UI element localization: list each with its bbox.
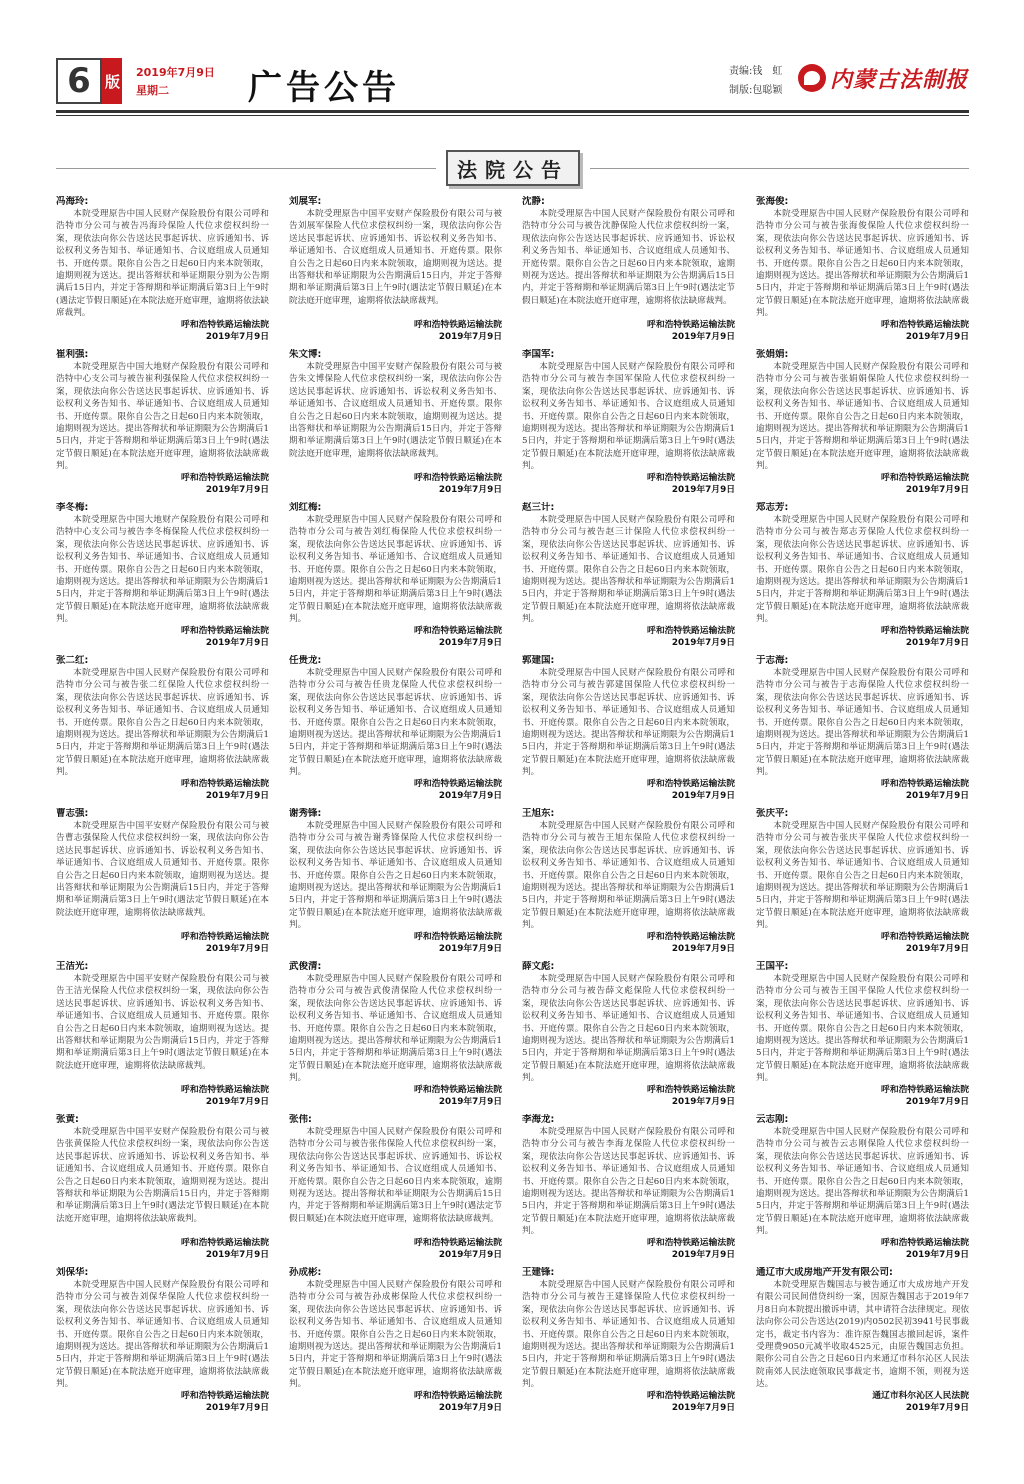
court-notice bbox=[756, 808, 969, 953]
notice-body: 本院受理原告中国人民财产保险股份有限公司呼和浩特市分公司与被告郭建国保险人代位求偿权纠纷一案，现依法向你公告送达民事起诉状、应诉通知书、诉讼权利义务告知书、举证通知书、合议庭组成人员通知书、开庭传票。限你自公告之日起60日内来本院领取，逾期则视为送达。提出答辩状和举证期限为公告期满后15日内，并定于答辩期和举证期满后第3日上午9时(遇法定节假日顺延)在本院法庭开庭审理，逾期将依法缺席裁判。 bbox=[522, 668, 735, 778]
section-title: 广告公告 bbox=[248, 68, 400, 108]
issuing-court: 呼和浩特铁路运输法院 bbox=[881, 473, 969, 483]
defendant-name: 刘展军: bbox=[289, 196, 322, 207]
issuing-court: 呼和浩特铁路运输法院 bbox=[647, 779, 735, 789]
notice-body: 本院受理原告中国人民财产保险股份有限公司呼和浩特市分公司与被告沈静保险人代位求偿权纠纷一案，现依法向你公告送达民事起诉状、应诉通知书、诉讼权利义务告知书、举证通知书、合议庭组成人员通知书、开庭传票。限你自公告之日起60日内来本院领取，逾期则视为送达。提出答辩状和举证期限为公告期满后15日内，并定于答辩期和举证期满后第3日上午9时(遇法定节假日顺延)在本院法庭开庭审理，逾期将依法缺席裁判。 bbox=[522, 209, 735, 306]
court-notice bbox=[522, 1114, 735, 1259]
notice-date: 2019年7月9日 bbox=[438, 1250, 502, 1259]
court-notice bbox=[522, 655, 735, 800]
defendant-name: 郑志芳: bbox=[756, 502, 789, 513]
notice-date: 2019年7月9日 bbox=[205, 944, 269, 953]
defendant-name: 李国军: bbox=[522, 349, 555, 360]
court-notice bbox=[56, 349, 269, 494]
notice-date: 2019年7月9日 bbox=[438, 791, 502, 800]
notice-date: 2019年7月9日 bbox=[438, 332, 502, 341]
notice-column-2 bbox=[289, 196, 502, 1436]
editor-credits bbox=[729, 62, 782, 100]
issuing-court: 呼和浩特铁路运输法院 bbox=[414, 1238, 502, 1248]
banner-line-left bbox=[56, 168, 436, 169]
notice-body: 本院受理原告中国平安财产保险股份有限公司与被告朱文博保险人代位求偿权纠纷一案，现依法向你公告送达民事起诉状、应诉通知书、诉讼权利义务告知书、举证通知书、合议庭组成人员通知书、开庭传票。限你自公告之日起60日内来本院领取，逾期则视为送达。提出答辩状和举证期限为公告期满后15日内，并定于答辩期和举证期满后第3日上午9时(遇法定节假日顺延)在本院法庭开庭审理，逾期将依法缺席裁判。 bbox=[289, 362, 502, 459]
notice-body: 本院受理原告中国人民财产保险股份有限公司呼和浩特市分公司与被告李海龙保险人代位求偿权纠纷一案，现依法向你公告送达民事起诉状、应诉通知书、诉讼权利义务告知书、举证通知书、合议庭组成人员通知书、开庭传票。限你自公告之日起60日内来本院领取，逾期则视为送达。提出答辩状和举证期限为公告期满后15日内，并定于答辩期和举证期满后第3日上午9时(遇法定节假日顺延)在本院法庭开庭审理，逾期将依法缺席裁判。 bbox=[522, 1127, 735, 1237]
defendant-name: 赵三计: bbox=[522, 502, 555, 513]
notice-date: 2019年7月9日 bbox=[905, 791, 969, 800]
court-notice bbox=[289, 349, 502, 494]
issuing-court: 呼和浩特铁路运输法院 bbox=[181, 320, 269, 330]
issue-date: 2019年7月9日 bbox=[136, 66, 215, 79]
notice-date: 2019年7月9日 bbox=[671, 791, 735, 800]
court-notice bbox=[289, 808, 502, 953]
notice-date: 2019年7月9日 bbox=[438, 1097, 502, 1106]
notice-date: 2019年7月9日 bbox=[205, 332, 269, 341]
notice-body: 本院受理原告中国人民财产保险股份有限公司呼和浩特市分公司与被告孙成彬保险人代位求偿权纠纷一案，现依法向你公告送达民事起诉状、应诉通知书、诉讼权利义务告知书、举证通知书、合议庭组成人员通知书、开庭传票。限你自公告之日起60日内来本院领取，逾期则视为送达。提出答辩状和举证期限为公告期满后15日内，并定于答辩期和举证期满后第3日上午9时(遇法定节假日顺延)在本院法庭开庭审理，逾期将依法缺席裁判。 bbox=[289, 1280, 502, 1390]
court-notice bbox=[756, 1267, 969, 1412]
court-notice bbox=[56, 1114, 269, 1259]
court-notice bbox=[522, 196, 735, 341]
defendant-name: 张二红: bbox=[56, 655, 89, 666]
issuing-court: 呼和浩特铁路运输法院 bbox=[647, 473, 735, 483]
court-notice bbox=[756, 502, 969, 647]
notice-date: 2019年7月9日 bbox=[905, 1403, 969, 1412]
page-number: 6 bbox=[56, 58, 102, 104]
issuing-court: 呼和浩特铁路运输法院 bbox=[414, 779, 502, 789]
notice-date: 2019年7月9日 bbox=[438, 638, 502, 647]
notice-date: 2019年7月9日 bbox=[905, 332, 969, 341]
notice-body: 本院受理原告中国人民财产保险股份有限公司呼和浩特市分公司与被告张娟娟保险人代位求偿权纠纷一案，现依法向你公告送达民事起诉状、应诉通知书、诉讼权利义务告知书、举证通知书、合议庭组成人员通知书、开庭传票。限你自公告之日起60日内来本院领取，逾期则视为送达。提出答辩状和举证期限为公告期满后15日内，并定于答辩期和举证期满后第3日上午9时(遇法定节假日顺延)在本院法庭开庭审理，逾期将依法缺席裁判。 bbox=[756, 362, 969, 472]
notice-date: 2019年7月9日 bbox=[905, 1097, 969, 1106]
notice-date: 2019年7月9日 bbox=[671, 944, 735, 953]
defendant-name: 云志刚: bbox=[756, 1114, 789, 1125]
notice-date: 2019年7月9日 bbox=[905, 1250, 969, 1259]
masthead-rule-thin bbox=[56, 115, 969, 116]
court-notice bbox=[56, 808, 269, 953]
defendant-name: 朱文博: bbox=[289, 349, 322, 360]
notice-date: 2019年7月9日 bbox=[205, 791, 269, 800]
notice-body: 本院受理原告中国人民财产保险股份有限公司呼和浩特市分公司与被告谢秀锋保险人代位求偿权纠纷一案，现依法向你公告送达民事起诉状、应诉通知书、诉讼权利义务告知书、举证通知书、合议庭组成人员通知书、开庭传票。限你自公告之日起60日内来本院领取，逾期则视为送达。提出答辩状和举证期限为公告期满后15日内，并定于答辩期和举证期满后第3日上午9时(遇法定节假日顺延)在本院法庭开庭审理，逾期将依法缺席裁判。 bbox=[289, 821, 502, 931]
producer-name: 制版:包聪颖 bbox=[729, 85, 783, 96]
court-notice bbox=[522, 349, 735, 494]
defendant-name: 李海龙: bbox=[522, 1114, 555, 1125]
issuing-court: 呼和浩特铁路运输法院 bbox=[414, 626, 502, 636]
notice-body: 本院受理原告中国人民财产保险股份有限公司呼和浩特市分公司与被告于志海保险人代位求偿权纠纷一案，现依法向你公告送达民事起诉状、应诉通知书、诉讼权利义务告知书、举证通知书、合议庭组成人员通知书、开庭传票。限你自公告之日起60日内来本院领取，逾期则视为送达。提出答辩状和举证期限为公告期满后15日内，并定于答辩期和举证期满后第3日上午9时(遇法定节假日顺延)在本院法庭开庭审理，逾期将依法缺席裁判。 bbox=[756, 668, 969, 778]
issuing-court: 呼和浩特铁路运输法院 bbox=[647, 1085, 735, 1095]
court-notice bbox=[289, 655, 502, 800]
notice-body: 本院受理原告中国人民财产保险股份有限公司呼和浩特市分公司与被告张海俊保险人代位求偿权纠纷一案，现依法向你公告送达民事起诉状、应诉通知书、诉讼权利义务告知书、举证通知书、合议庭组成人员通知书、开庭传票。限你自公告之日起60日内来本院领取，逾期则视为送达。提出答辩状和举证期限为公告期满后15日内，并定于答辩期和举证期满后第3日上午9时(遇法定节假日顺延)在本院法庭开庭审理，逾期将依法缺席裁判。 bbox=[756, 209, 969, 319]
issuing-court: 呼和浩特铁路运输法院 bbox=[414, 473, 502, 483]
defendant-name: 张伟: bbox=[289, 1114, 312, 1125]
issuing-court: 呼和浩特铁路运输法院 bbox=[881, 779, 969, 789]
logo-icon bbox=[798, 64, 826, 92]
banner-line-right bbox=[590, 168, 969, 169]
court-notice bbox=[522, 1267, 735, 1412]
court-notice bbox=[56, 961, 269, 1106]
issuing-court: 呼和浩特铁路运输法院 bbox=[414, 1391, 502, 1401]
defendant-name: 刘红梅: bbox=[289, 502, 322, 513]
issuing-court: 呼和浩特铁路运输法院 bbox=[881, 626, 969, 636]
issuing-court: 呼和浩特铁路运输法院 bbox=[881, 1238, 969, 1248]
notice-body: 本院受理原告魏国志与被告通辽市大成房地产开发有限公司民间借贷纠纷一案，因原告魏国志于2019年7月8日向本院提出撤诉申请，其申请符合法律规定。现依法向你公司公告送达(2019)内0502民初3941号民事裁定书，裁定书内容为：准许原告魏国志撤回起诉，案件受理费9050元减半收取4525元，由原告魏国志负担。限你公司自公告之日起60日内来通辽市科尔沁区人民法院南郊人民法庭领取民事裁定书，逾期不领，则视为送达。 bbox=[756, 1280, 969, 1390]
notice-body: 本院受理原告中国平安财产保险股份有限公司与被告曹志强保险人代位求偿权纠纷一案，现依法向你公告送达民事起诉状、应诉通知书、诉讼权利义务告知书、举证通知书、合议庭组成人员通知书、开庭传票。限你自公告之日起60日内来本院领取，逾期则视为送达。提出答辩状和举证期限为公告期满后15日内，并定于答辩期和举证期满后第3日上午9时(遇法定节假日顺延)在本院法庭开庭审理，逾期将依法缺席裁判。 bbox=[56, 821, 269, 918]
issuing-court: 呼和浩特铁路运输法院 bbox=[181, 1085, 269, 1095]
court-notice bbox=[289, 1114, 502, 1259]
issuing-court: 呼和浩特铁路运输法院 bbox=[181, 779, 269, 789]
court-notice bbox=[756, 961, 969, 1106]
court-notice bbox=[756, 655, 969, 800]
defendant-name: 王洁光: bbox=[56, 961, 89, 972]
issuing-court: 呼和浩特铁路运输法院 bbox=[181, 1238, 269, 1248]
defendant-name: 任贵龙: bbox=[289, 655, 322, 666]
court-notice bbox=[522, 808, 735, 953]
issuing-court: 呼和浩特铁路运输法院 bbox=[881, 1085, 969, 1095]
issue-date-block bbox=[136, 64, 215, 100]
defendant-name: 曹志强: bbox=[56, 808, 89, 819]
notice-body: 本院受理原告中国人民财产保险股份有限公司呼和浩特市分公司与被告任贵龙保险人代位求偿权纠纷一案，现依法向你公告送达民事起诉状、应诉通知书、诉讼权利义务告知书、举证通知书、合议庭组成人员通知书、开庭传票。限你自公告之日起60日内来本院领取，逾期则视为送达。提出答辩状和举证期限为公告期满后15日内，并定于答辩期和举证期满后第3日上午9时(遇法定节假日顺延)在本院法庭开庭审理，逾期将依法缺席裁判。 bbox=[289, 668, 502, 778]
notice-body: 本院受理原告中国平安财产保险股份有限公司与被告王洁光保险人代位求偿权纠纷一案，现依法向你公告送达民事起诉状、应诉通知书、诉讼权利义务告知书、举证通知书、合议庭组成人员通知书、开庭传票。限你自公告之日起60日内来本院领取，逾期则视为送达。提出答辩状和举证期限为公告期满后15日内，并定于答辩期和举证期满后第3日上午9时(遇法定节假日顺延)在本院法庭开庭审理，逾期将依法缺席裁判。 bbox=[56, 974, 269, 1071]
court-notice bbox=[56, 1267, 269, 1412]
defendant-name: 王国平: bbox=[756, 961, 789, 972]
issuing-court: 呼和浩特铁路运输法院 bbox=[181, 473, 269, 483]
notice-date: 2019年7月9日 bbox=[205, 1403, 269, 1412]
issuing-court: 呼和浩特铁路运输法院 bbox=[414, 1085, 502, 1095]
court-notice bbox=[756, 349, 969, 494]
issuing-court: 通辽市科尔沁区人民法院 bbox=[872, 1391, 969, 1401]
issuing-court: 呼和浩特铁路运输法院 bbox=[647, 320, 735, 330]
issuing-court: 呼和浩特铁路运输法院 bbox=[181, 626, 269, 636]
defendant-name: 崔利强: bbox=[56, 349, 89, 360]
notice-body: 本院受理原告中国人民财产保险股份有限公司呼和浩特市分公司与被告张庆平保险人代位求偿权纠纷一案，现依法向你公告送达民事起诉状、应诉通知书、诉讼权利义务告知书、举证通知书、合议庭组成人员通知书、开庭传票。限你自公告之日起60日内来本院领取，逾期则视为送达。提出答辩状和举证期限为公告期满后15日内，并定于答辩期和举证期满后第3日上午9时(遇法定节假日顺延)在本院法庭开庭审理，逾期将依法缺席裁判。 bbox=[756, 821, 969, 931]
notice-body: 本院受理原告中国大地财产保险股份有限公司呼和浩特中心支公司与被告李冬梅保险人代位求偿权纠纷一案，现依法向你公告送达民事起诉状、应诉通知书、诉讼权利义务告知书、举证通知书、合议庭组成人员通知书、开庭传票。限你自公告之日起60日内来本院领取，逾期则视为送达。提出答辩状和举证期限为公告期满后15日内，并定于答辩期和举证期满后第3日上午9时(遇法定节假日顺延)在本院法庭开庭审理，逾期将依法缺席裁判。 bbox=[56, 515, 269, 625]
notice-date: 2019年7月9日 bbox=[671, 1403, 735, 1412]
issuing-court: 呼和浩特铁路运输法院 bbox=[414, 320, 502, 330]
court-notice bbox=[289, 961, 502, 1106]
editor-name: 责编:钱 虹 bbox=[729, 66, 783, 77]
notice-date: 2019年7月9日 bbox=[205, 485, 269, 494]
defendant-name: 孙成彬: bbox=[289, 1267, 322, 1278]
notice-body: 本院受理原告中国人民财产保险股份有限公司呼和浩特市分公司与被告刘红梅保险人代位求偿权纠纷一案，现依法向你公告送达民事起诉状、应诉通知书、诉讼权利义务告知书、举证通知书、合议庭组成人员通知书、开庭传票。限你自公告之日起60日内来本院领取，逾期则视为送达。提出答辩状和举证期限为公告期满后15日内，并定于答辩期和举证期满后第3日上午9时(遇法定节假日顺延)在本院法庭开庭审理，逾期将依法缺席裁判。 bbox=[289, 515, 502, 625]
court-notice bbox=[289, 502, 502, 647]
court-notice bbox=[289, 196, 502, 341]
defendant-name: 郭建国: bbox=[522, 655, 555, 666]
defendant-name: 武俊清: bbox=[289, 961, 322, 972]
notice-body: 本院受理原告中国人民财产保险股份有限公司呼和浩特市分公司与被告张伟保险人代位求偿权纠纷一案，现依法向你公告送达民事起诉状、应诉通知书、诉讼权利义务告知书、举证通知书、合议庭组成人员通知书、开庭传票。限你自公告之日起60日内来本院领取，逾期则视为送达。提出答辩状和举证期限为公告期满后15日内，并定于答辩期和举证期满后第3日上午9时(遇法定节假日顺延)在本院法庭开庭审理，逾期将依法缺席裁判。 bbox=[289, 1127, 502, 1224]
court-notice bbox=[756, 1114, 969, 1259]
newspaper-name: 内蒙古法制报 bbox=[830, 66, 969, 93]
defendant-name: 于志海: bbox=[756, 655, 789, 666]
court-notice bbox=[522, 961, 735, 1106]
defendant-name: 张娟娟: bbox=[756, 349, 789, 360]
notice-date: 2019年7月9日 bbox=[905, 638, 969, 647]
notice-body: 本院受理原告中国大地财产保险股份有限公司呼和浩特中心支公司与被告崔利强保险人代位求偿权纠纷一案，现依法向你公告送达民事起诉状、应诉通知书、诉讼权利义务告知书、举证通知书、合议庭组成人员通知书、开庭传票。限你自公告之日起60日内来本院领取，逾期则视为送达。提出答辩状和举证期限为公告期满后15日内，并定于答辩期和举证期满后第3日上午9时(遇法定节假日顺延)在本院法庭开庭审理，逾期将依法缺席裁判。 bbox=[56, 362, 269, 472]
issuing-court: 呼和浩特铁路运输法院 bbox=[181, 1391, 269, 1401]
issuing-court: 呼和浩特铁路运输法院 bbox=[647, 626, 735, 636]
notice-body: 本院受理原告中国人民财产保险股份有限公司呼和浩特市分公司与被告冯海玲保险人代位求偿权纠纷一案，现依法向你公告送达民事起诉状、应诉通知书、诉讼权利义务告知书、举证通知书、合议庭组成人员通知书、开庭传票。限你自公告之日起60日内来本院领取，逾期则视为送达。提出答辩状和举证期限分别为公告期满后15日内，并定于答辩期和举证期满后第3日上午9时(遇法定节假日顺延)在本院法庭开庭审理，逾期将依法缺席裁判。 bbox=[56, 209, 269, 319]
notice-date: 2019年7月9日 bbox=[205, 638, 269, 647]
defendant-name: 谢秀锋: bbox=[289, 808, 322, 819]
notice-date: 2019年7月9日 bbox=[671, 638, 735, 647]
notice-body: 本院受理原告中国人民财产保险股份有限公司呼和浩特市分公司与被告刘保华保险人代位求偿权纠纷一案，现依法向你公告送达民事起诉状、应诉通知书、诉讼权利义务告知书、举证通知书、合议庭组成人员通知书、开庭传票。限你自公告之日起60日内来本院领取，逾期则视为送达。提出答辩状和举证期限为公告期满后15日内，并定于答辩期和举证期满后第3日上午9时(遇法定节假日顺延)在本院法庭开庭审理，逾期将依法缺席裁判。 bbox=[56, 1280, 269, 1390]
masthead-rule bbox=[56, 110, 969, 113]
notice-date: 2019年7月9日 bbox=[671, 1250, 735, 1259]
court-notice bbox=[522, 502, 735, 647]
issuing-court: 呼和浩特铁路运输法院 bbox=[647, 932, 735, 942]
court-notice-banner: 法院公告 bbox=[446, 150, 580, 186]
notice-date: 2019年7月9日 bbox=[438, 485, 502, 494]
notice-body: 本院受理原告中国平安财产保险股份有限公司与被告刘展军保险人代位求偿权纠纷一案，现依法向你公告送达民事起诉状、应诉通知书、诉讼权利义务告知书、举证通知书、合议庭组成人员通知书、开庭传票。限你自公告之日起60日内来本院领取，逾期则视为送达。提出答辩状和举证期限为公告期满后15日内，并定于答辩期和举证期满后第3日上午9时(遇法定节假日顺延)在本院法庭开庭审理，逾期将依法缺席裁判。 bbox=[289, 209, 502, 306]
notice-column-4 bbox=[756, 196, 969, 1436]
notice-column-1 bbox=[56, 196, 269, 1436]
notice-columns bbox=[56, 196, 969, 1436]
court-notice bbox=[756, 196, 969, 341]
issuing-court: 呼和浩特铁路运输法院 bbox=[181, 932, 269, 942]
notice-date: 2019年7月9日 bbox=[671, 1097, 735, 1106]
court-notice bbox=[289, 1267, 502, 1412]
notice-date: 2019年7月9日 bbox=[205, 1097, 269, 1106]
defendant-name: 冯海玲: bbox=[56, 196, 89, 207]
defendant-name: 王旭东: bbox=[522, 808, 555, 819]
issuing-court: 呼和浩特铁路运输法院 bbox=[647, 1238, 735, 1248]
defendant-name: 薛文彪: bbox=[522, 961, 555, 972]
edition-label: 版 bbox=[102, 58, 122, 104]
notice-date: 2019年7月9日 bbox=[438, 944, 502, 953]
court-notice bbox=[56, 655, 269, 800]
issue-weekday: 星期二 bbox=[136, 84, 169, 97]
notice-body: 本院受理原告中国人民财产保险股份有限公司呼和浩特市分公司与被告薛文彪保险人代位求偿权纠纷一案，现依法向你公告送达民事起诉状、应诉通知书、诉讼权利义务告知书、举证通知书、合议庭组成人员通知书、开庭传票。限你自公告之日起60日内来本院领取，逾期则视为送达。提出答辩状和举证期限为公告期满后15日内，并定于答辩期和举证期满后第3日上午9时(遇法定节假日顺延)在本院法庭开庭审理，逾期将依法缺席裁判。 bbox=[522, 974, 735, 1084]
notice-body: 本院受理原告中国平安财产保险股份有限公司与被告张黄保险人代位求偿权纠纷一案，现依法向你公告送达民事起诉状、应诉通知书、诉讼权利义务告知书、举证通知书、合议庭组成人员通知书、开庭传票。限你自公告之日起60日内来本院领取，逾期则视为送达。提出答辩状和举证期限为公告期满后15日内，并定于答辩期和举证期满后第3日上午9时(遇法定节假日顺延)在本院法庭开庭审理，逾期将依法缺席裁判。 bbox=[56, 1127, 269, 1224]
issuing-court: 呼和浩特铁路运输法院 bbox=[881, 320, 969, 330]
notice-body: 本院受理原告中国人民财产保险股份有限公司呼和浩特市分公司与被告王建锋保险人代位求偿权纠纷一案，现依法向你公告送达民事起诉状、应诉通知书、诉讼权利义务告知书、举证通知书、合议庭组成人员通知书、开庭传票。限你自公告之日起60日内来本院领取，逾期则视为送达。提出答辩状和举证期限为公告期满后15日内，并定于答辩期和举证期满后第3日上午9时(遇法定节假日顺延)在本院法庭开庭审理，逾期将依法缺席裁判。 bbox=[522, 1280, 735, 1390]
issuing-court: 呼和浩特铁路运输法院 bbox=[414, 932, 502, 942]
notice-body: 本院受理原告中国人民财产保险股份有限公司呼和浩特市分公司与被告王国平保险人代位求偿权纠纷一案，现依法向你公告送达民事起诉状、应诉通知书、诉讼权利义务告知书、举证通知书、合议庭组成人员通知书、开庭传票。限你自公告之日起60日内来本院领取，逾期则视为送达。提出答辩状和举证期限为公告期满后15日内，并定于答辩期和举证期满后第3日上午9时(遇法定节假日顺延)在本院法庭开庭审理，逾期将依法缺席裁判。 bbox=[756, 974, 969, 1084]
defendant-name: 刘保华: bbox=[56, 1267, 89, 1278]
notice-date: 2019年7月9日 bbox=[905, 485, 969, 494]
defendant-name: 沈静: bbox=[522, 196, 545, 207]
notice-body: 本院受理原告中国人民财产保险股份有限公司呼和浩特市分公司与被告李国军保险人代位求偿权纠纷一案，现依法向你公告送达民事起诉状、应诉通知书、诉讼权利义务告知书、举证通知书、合议庭组成人员通知书、开庭传票。限你自公告之日起60日内来本院领取，逾期则视为送达。提出答辩状和举证期限为公告期满后15日内，并定于答辩期和举证期满后第3日上午9时(遇法定节假日顺延)在本院法庭开庭审理，逾期将依法缺席裁判。 bbox=[522, 362, 735, 472]
defendant-name: 张黄: bbox=[56, 1114, 79, 1125]
notice-body: 本院受理原告中国人民财产保险股份有限公司呼和浩特市分公司与被告赵三计保险人代位求偿权纠纷一案，现依法向你公告送达民事起诉状、应诉通知书、诉讼权利义务告知书、举证通知书、合议庭组成人员通知书、开庭传票。限你自公告之日起60日内来本院领取，逾期则视为送达。提出答辩状和举证期限为公告期满后15日内，并定于答辩期和举证期满后第3日上午9时(遇法定节假日顺延)在本院法庭开庭审理，逾期将依法缺席裁判。 bbox=[522, 515, 735, 625]
notice-body: 本院受理原告中国人民财产保险股份有限公司呼和浩特市分公司与被告云志刚保险人代位求偿权纠纷一案，现依法向你公告送达民事起诉状、应诉通知书、诉讼权利义务告知书、举证通知书、合议庭组成人员通知书、开庭传票。限你自公告之日起60日内来本院领取，逾期则视为送达。提出答辩状和举证期限为公告期满后15日内，并定于答辩期和举证期满后第3日上午9时(遇法定节假日顺延)在本院法庭开庭审理，逾期将依法缺席裁判。 bbox=[756, 1127, 969, 1237]
notice-body: 本院受理原告中国人民财产保险股份有限公司呼和浩特市分公司与被告王旭东保险人代位求偿权纠纷一案，现依法向你公告送达民事起诉状、应诉通知书、诉讼权利义务告知书、举证通知书、合议庭组成人员通知书、开庭传票。限你自公告之日起60日内来本院领取，逾期则视为送达。提出答辩状和举证期限为公告期满后15日内，并定于答辩期和举证期满后第3日上午9时(遇法定节假日顺延)在本院法庭开庭审理，逾期将依法缺席裁判。 bbox=[522, 821, 735, 931]
defendant-name: 通辽市大成房地产开发有限公司: bbox=[756, 1267, 893, 1278]
newspaper-logo bbox=[798, 58, 968, 98]
notice-date: 2019年7月9日 bbox=[438, 1403, 502, 1412]
masthead bbox=[56, 58, 969, 108]
notice-date: 2019年7月9日 bbox=[671, 332, 735, 341]
defendant-name: 张海俊: bbox=[756, 196, 789, 207]
defendant-name: 张庆平: bbox=[756, 808, 789, 819]
notice-body: 本院受理原告中国人民财产保险股份有限公司呼和浩特市分公司与被告张二红保险人代位求偿权纠纷一案，现依法向你公告送达民事起诉状、应诉通知书、诉讼权利义务告知书、举证通知书、合议庭组成人员通知书、开庭传票。限你自公告之日起60日内来本院领取，逾期则视为送达。提出答辩状和举证期限为公告期满后15日内，并定于答辩期和举证期满后第3日上午9时(遇法定节假日顺延)在本院法庭开庭审理，逾期将依法缺席裁判。 bbox=[56, 668, 269, 778]
issuing-court: 呼和浩特铁路运输法院 bbox=[881, 932, 969, 942]
notice-body: 本院受理原告中国人民财产保险股份有限公司呼和浩特市分公司与被告武俊清保险人代位求偿权纠纷一案，现依法向你公告送达民事起诉状、应诉通知书、诉讼权利义务告知书、举证通知书、合议庭组成人员通知书、开庭传票。限你自公告之日起60日内来本院领取，逾期则视为送达。提出答辩状和举证期限为公告期满后15日内，并定于答辩期和举证期满后第3日上午9时(遇法定节假日顺延)在本院法庭开庭审理，逾期将依法缺席裁判。 bbox=[289, 974, 502, 1084]
notice-date: 2019年7月9日 bbox=[205, 1250, 269, 1259]
court-notice bbox=[56, 502, 269, 647]
defendant-name: 王建锋: bbox=[522, 1267, 555, 1278]
issuing-court: 呼和浩特铁路运输法院 bbox=[647, 1391, 735, 1401]
notice-date: 2019年7月9日 bbox=[905, 944, 969, 953]
notice-body: 本院受理原告中国人民财产保险股份有限公司呼和浩特市分公司与被告郑志芳保险人代位求偿权纠纷一案，现依法向你公告送达民事起诉状、应诉通知书、诉讼权利义务告知书、举证通知书、合议庭组成人员通知书、开庭传票。限你自公告之日起60日内来本院领取，逾期则视为送达。提出答辩状和举证期限为公告期满后15日内，并定于答辩期和举证期满后第3日上午9时(遇法定节假日顺延)在本院法庭开庭审理，逾期将依法缺席裁判。 bbox=[756, 515, 969, 625]
defendant-name: 李冬梅: bbox=[56, 502, 89, 513]
court-notice bbox=[56, 196, 269, 341]
notice-column-3 bbox=[522, 196, 735, 1436]
notice-date: 2019年7月9日 bbox=[671, 485, 735, 494]
